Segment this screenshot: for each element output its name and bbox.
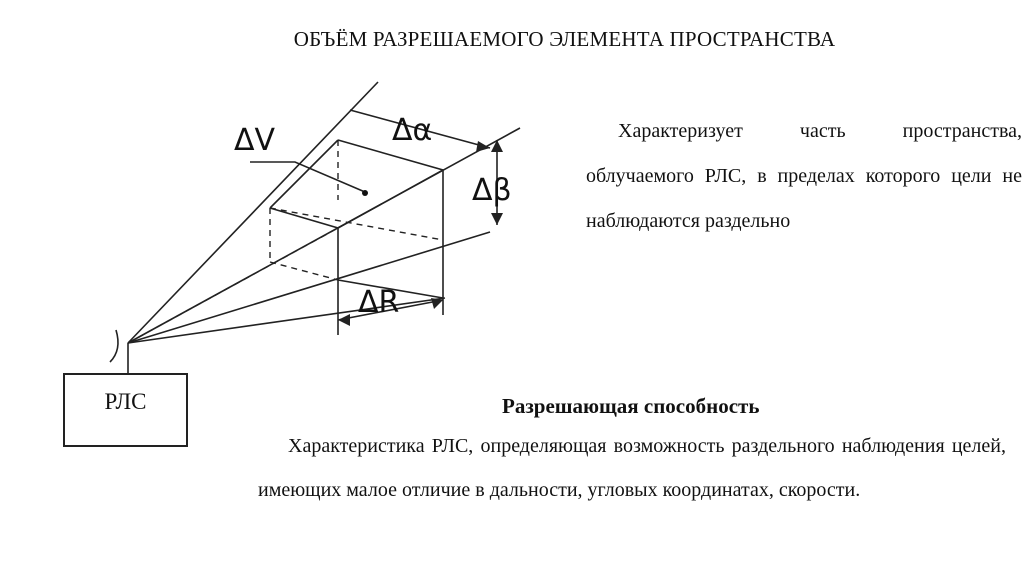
resolution-heading: Разрешающая способность <box>502 394 760 418</box>
description-text: Характеризует часть пространства, облучаемого РЛС, в пределах которого цели не наблюдаются раздельно <box>586 120 1022 232</box>
top-edge <box>338 170 443 228</box>
hidden-edge-front-bottom <box>270 262 338 280</box>
beam-ray-middle <box>128 232 490 343</box>
radar-box <box>63 373 188 447</box>
arrowhead-icon <box>338 314 350 326</box>
delta-v-label: ΔV <box>234 123 276 158</box>
delta-alpha-label: Δα <box>392 113 433 148</box>
resolution-text: Характеристика РЛС, определяющая возможность раздельного наблюдения целей, имеющих малое отличие в дальности, угловых координатах, скорости. <box>258 435 1006 501</box>
radar-arc <box>110 330 118 362</box>
arrowhead-icon <box>491 213 503 225</box>
arrowhead-icon <box>491 140 503 152</box>
hidden-edge-diagonal <box>270 208 443 240</box>
target-point <box>362 190 368 196</box>
radar-label: РЛС <box>104 389 147 414</box>
delta-beta-label: Δβ <box>472 173 512 208</box>
delta-r-label: ΔR <box>358 285 400 320</box>
page-title: ОБЪЁМ РАЗРЕШАЕМОГО ЭЛЕМЕНТА ПРОСТРАНСТВА <box>293 27 836 51</box>
delta-v-leader <box>250 162 365 192</box>
upper-left-edge <box>270 140 338 208</box>
